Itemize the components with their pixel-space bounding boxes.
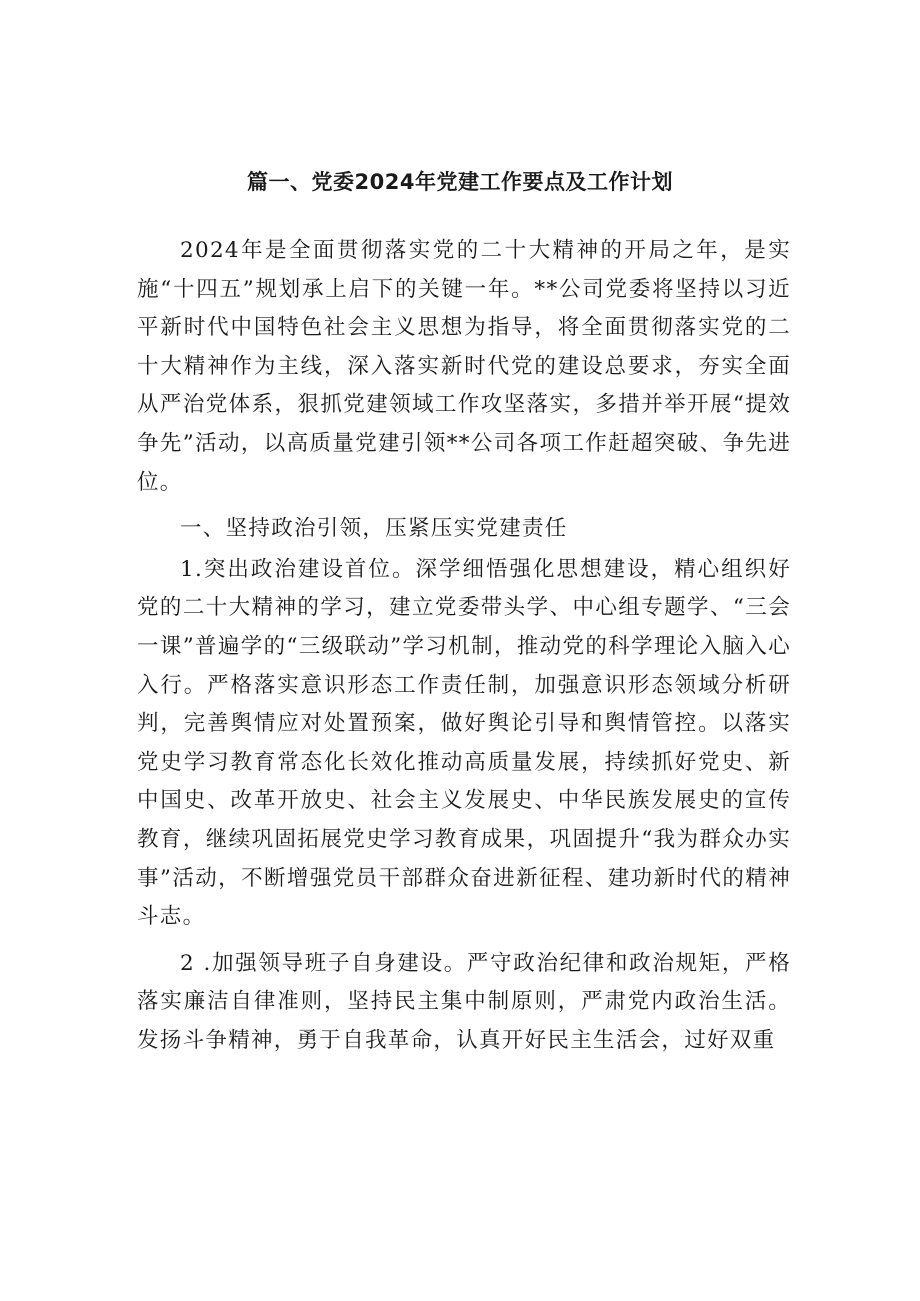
document-title: 篇一、党委2024年党建工作要点及工作计划 <box>247 170 673 194</box>
intro-paragraph: 2024年是全面贯彻落实党的二十大精神的开局之年，是实施“十四五”规划承上启下的关键一年。**公司党委将坚持以习近平新时代中国特色社会主义思想为指导，将全面贯彻落实党的二十大精神作为主线，深入落实新时代党的建设总要求，夯实全面从严治党体系，狠抓党建领域工作攻坚落实，多措并举开展“提效争先”活动，以高质量党建引领**公司各项工作赶超突破、争先进位。 <box>137 238 791 495</box>
section-heading-1: 一、坚持政治引领，压紧压实党建责任 <box>180 516 568 542</box>
item-paragraph-2: 2 .加强领导班子自身建设。严守政治纪律和政治规矩，严格落实廉洁自律准则，坚持民主集中制原则，严肃党内政治生活。发扬斗争精神，勇于自我革命，认真开好民主生活会，过好双重 <box>137 950 791 1053</box>
item-paragraph-1: 1.突出政治建设首位。深学细悟强化思想建设，精心组织好党的二十大精神的学习，建立党委带头学、中心组专题学、“三会一课”普遍学的“三级联动”学习机制，推动党的科学理论入脑入心入行。严格落实意识形态工作责任制，加强意识形态领域分析研判，完善舆情应对处置预案，做好舆论引导和舆情管控。以落实党史学习教育常态化长效化推动高质量发展，持续抓好党史、新中国史、改革开放史、社会主义发展史、中华民族发展史的宣传教育，继续巩固拓展党史学习教育成果，巩固提升“我为群众办实事”活动，不断增强党员干部群众奋进新征程、建功新时代的精神斗志。 <box>137 556 791 930</box>
document-body <box>137 232 791 1060</box>
